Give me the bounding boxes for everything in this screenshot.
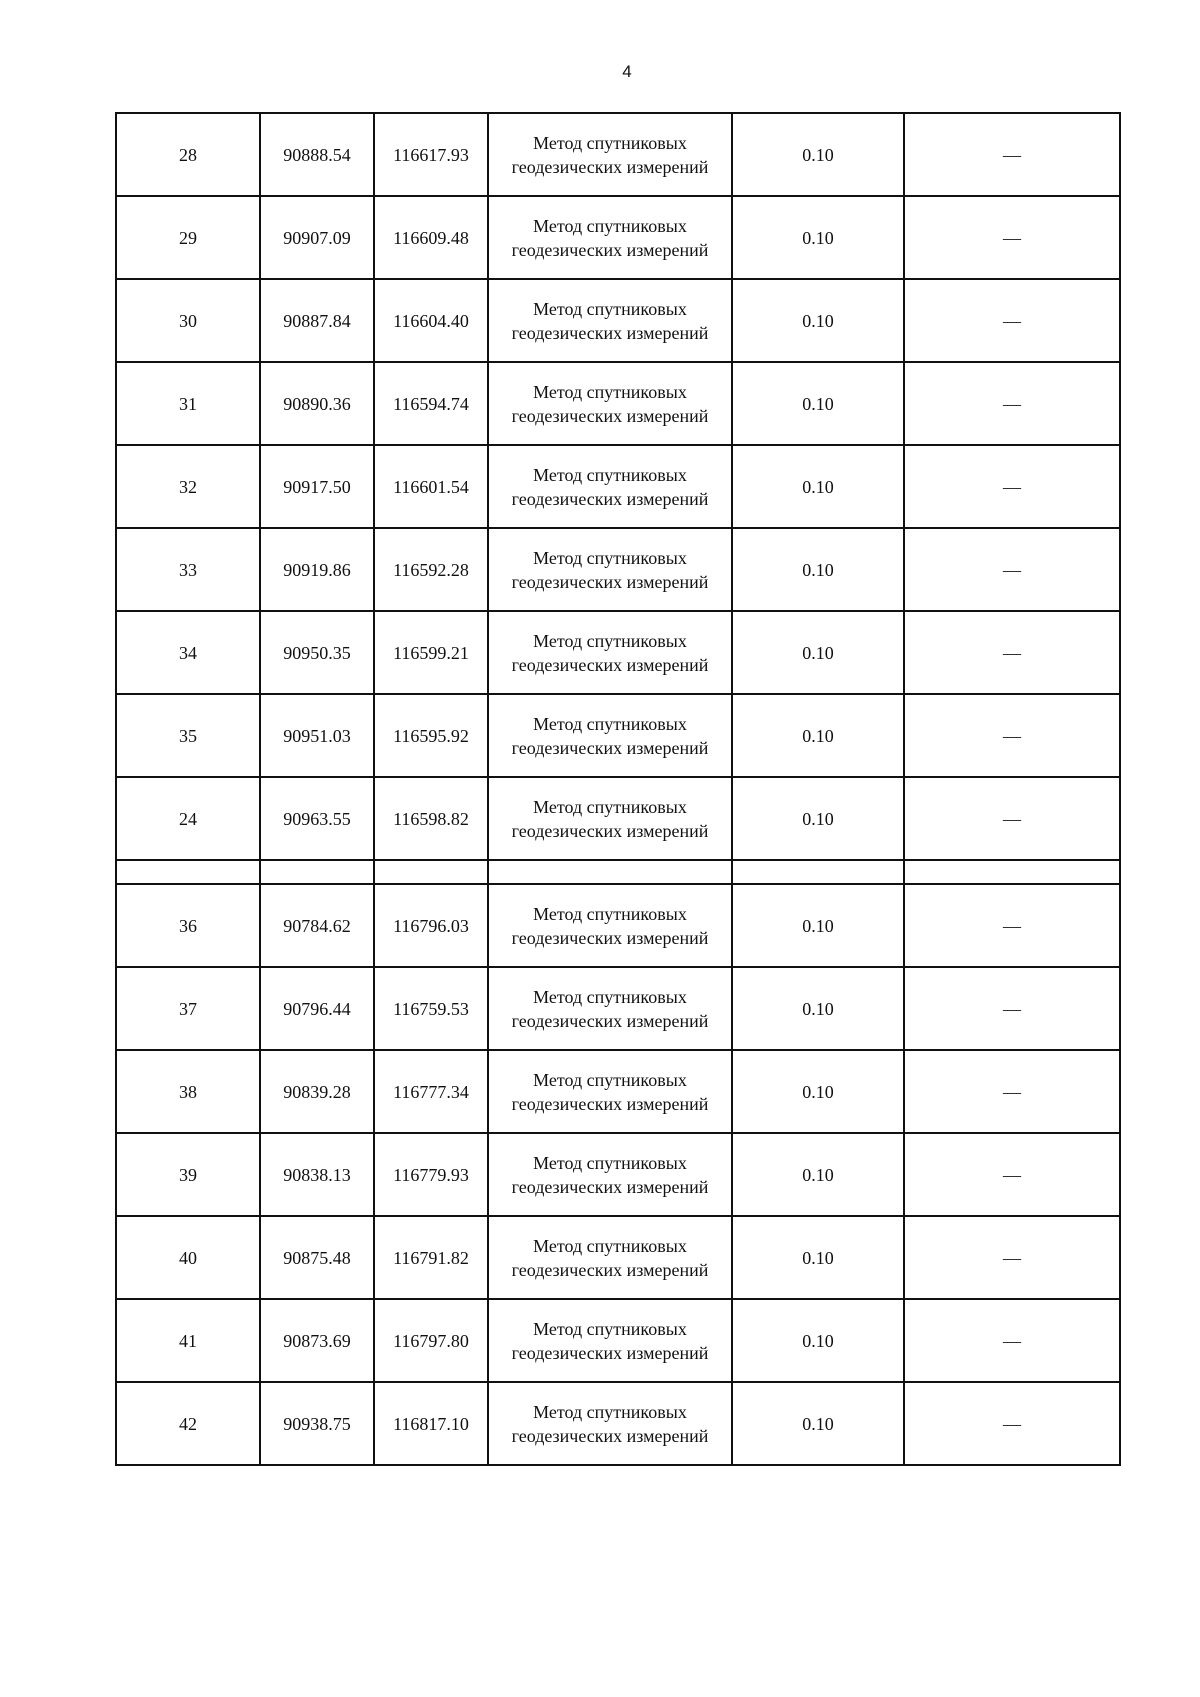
empty-cell <box>116 860 260 884</box>
accuracy-cell: 0.10 <box>732 777 904 860</box>
table-row <box>116 362 1120 445</box>
accuracy-cell: 0.10 <box>732 1382 904 1465</box>
method-line-2: геодезических измерений <box>511 1425 709 1446</box>
page-number: 4 <box>622 62 632 81</box>
note-cell: — <box>904 1382 1120 1465</box>
table-row <box>116 1133 1120 1216</box>
coordinates-table <box>115 112 1121 1466</box>
x-coordinate-cell: 90917.50 <box>260 445 374 528</box>
point-number-cell: 40 <box>116 1216 260 1299</box>
y-coordinate-cell: 116817.10 <box>374 1382 488 1465</box>
table-row <box>116 1216 1120 1299</box>
accuracy-cell: 0.10 <box>732 279 904 362</box>
note-cell: — <box>904 1216 1120 1299</box>
table-row <box>116 611 1120 694</box>
x-coordinate-cell: 90963.55 <box>260 777 374 860</box>
point-number-cell: 35 <box>116 694 260 777</box>
table-row <box>116 113 1120 196</box>
table-row <box>116 777 1120 860</box>
method-cell <box>488 777 732 860</box>
method-line-2: геодезических измерений <box>511 488 709 509</box>
y-coordinate-cell: 116759.53 <box>374 967 488 1050</box>
method-line-2: геодезических измерений <box>511 1093 709 1114</box>
y-coordinate-cell: 116777.34 <box>374 1050 488 1133</box>
method-line-1: Метод спутниковых <box>533 1152 687 1173</box>
note-cell: — <box>904 362 1120 445</box>
y-coordinate-cell: 116797.80 <box>374 1299 488 1382</box>
empty-cell <box>904 860 1120 884</box>
x-coordinate-cell: 90887.84 <box>260 279 374 362</box>
point-number-cell: 37 <box>116 967 260 1050</box>
table-row <box>116 694 1120 777</box>
table-row <box>116 967 1120 1050</box>
method-line-2: геодезических измерений <box>511 654 709 675</box>
y-coordinate-cell: 116598.82 <box>374 777 488 860</box>
empty-cell <box>374 860 488 884</box>
method-line-2: геодезических измерений <box>511 1342 709 1363</box>
note-cell: — <box>904 528 1120 611</box>
x-coordinate-cell: 90888.54 <box>260 113 374 196</box>
method-line-2: геодезических измерений <box>511 239 709 260</box>
method-cell <box>488 611 732 694</box>
method-line-1: Метод спутниковых <box>533 547 687 568</box>
point-number-cell: 24 <box>116 777 260 860</box>
table-row <box>116 279 1120 362</box>
method-line-2: геодезических измерений <box>511 571 709 592</box>
empty-cell <box>488 860 732 884</box>
x-coordinate-cell: 90890.36 <box>260 362 374 445</box>
note-cell: — <box>904 611 1120 694</box>
method-cell <box>488 528 732 611</box>
y-coordinate-cell: 116617.93 <box>374 113 488 196</box>
note-cell: — <box>904 1299 1120 1382</box>
method-line-2: геодезических измерений <box>511 405 709 426</box>
point-number-cell: 42 <box>116 1382 260 1465</box>
x-coordinate-cell: 90919.86 <box>260 528 374 611</box>
y-coordinate-cell: 116594.74 <box>374 362 488 445</box>
method-cell <box>488 445 732 528</box>
accuracy-cell: 0.10 <box>732 694 904 777</box>
accuracy-cell: 0.10 <box>732 1133 904 1216</box>
x-coordinate-cell: 90951.03 <box>260 694 374 777</box>
method-line-1: Метод спутниковых <box>533 796 687 817</box>
method-line-1: Метод спутниковых <box>533 1401 687 1422</box>
point-number-cell: 34 <box>116 611 260 694</box>
point-number-cell: 41 <box>116 1299 260 1382</box>
method-cell <box>488 967 732 1050</box>
note-cell: — <box>904 445 1120 528</box>
accuracy-cell: 0.10 <box>732 113 904 196</box>
x-coordinate-cell: 90875.48 <box>260 1216 374 1299</box>
x-coordinate-cell: 90938.75 <box>260 1382 374 1465</box>
x-coordinate-cell: 90873.69 <box>260 1299 374 1382</box>
point-number-cell: 38 <box>116 1050 260 1133</box>
method-line-1: Метод спутниковых <box>533 132 687 153</box>
method-line-1: Метод спутниковых <box>533 215 687 236</box>
accuracy-cell: 0.10 <box>732 967 904 1050</box>
y-coordinate-cell: 116604.40 <box>374 279 488 362</box>
accuracy-cell: 0.10 <box>732 362 904 445</box>
method-line-2: геодезических измерений <box>511 322 709 343</box>
method-line-2: геодезических измерений <box>511 1010 709 1031</box>
table-row <box>116 528 1120 611</box>
accuracy-cell: 0.10 <box>732 445 904 528</box>
note-cell: — <box>904 1050 1120 1133</box>
method-line-2: геодезических измерений <box>511 927 709 948</box>
accuracy-cell: 0.10 <box>732 1299 904 1382</box>
method-line-2: геодезических измерений <box>511 820 709 841</box>
x-coordinate-cell: 90950.35 <box>260 611 374 694</box>
x-coordinate-cell: 90784.62 <box>260 884 374 967</box>
x-coordinate-cell: 90796.44 <box>260 967 374 1050</box>
x-coordinate-cell: 90838.13 <box>260 1133 374 1216</box>
accuracy-cell: 0.10 <box>732 611 904 694</box>
method-cell <box>488 884 732 967</box>
method-cell <box>488 1133 732 1216</box>
coordinates-table-body <box>116 113 1120 1465</box>
note-cell: — <box>904 279 1120 362</box>
y-coordinate-cell: 116592.28 <box>374 528 488 611</box>
accuracy-cell: 0.10 <box>732 196 904 279</box>
note-cell: — <box>904 967 1120 1050</box>
note-cell: — <box>904 1133 1120 1216</box>
y-coordinate-cell: 116595.92 <box>374 694 488 777</box>
point-number-cell: 33 <box>116 528 260 611</box>
method-cell <box>488 1050 732 1133</box>
table-row <box>116 196 1120 279</box>
table-row <box>116 1382 1120 1465</box>
method-cell <box>488 196 732 279</box>
method-line-1: Метод спутниковых <box>533 298 687 319</box>
method-cell <box>488 1382 732 1465</box>
y-coordinate-cell: 116599.21 <box>374 611 488 694</box>
method-line-1: Метод спутниковых <box>533 630 687 651</box>
empty-cell <box>260 860 374 884</box>
method-line-1: Метод спутниковых <box>533 903 687 924</box>
y-coordinate-cell: 116779.93 <box>374 1133 488 1216</box>
x-coordinate-cell: 90907.09 <box>260 196 374 279</box>
table-row <box>116 445 1120 528</box>
method-line-1: Метод спутниковых <box>533 986 687 1007</box>
y-coordinate-cell: 116609.48 <box>374 196 488 279</box>
note-cell: — <box>904 777 1120 860</box>
y-coordinate-cell: 116601.54 <box>374 445 488 528</box>
empty-cell <box>732 860 904 884</box>
method-line-1: Метод спутниковых <box>533 1069 687 1090</box>
method-line-2: геодезических измерений <box>511 737 709 758</box>
y-coordinate-cell: 116796.03 <box>374 884 488 967</box>
method-cell <box>488 1299 732 1382</box>
method-cell <box>488 694 732 777</box>
point-number-cell: 30 <box>116 279 260 362</box>
point-number-cell: 39 <box>116 1133 260 1216</box>
method-cell <box>488 1216 732 1299</box>
point-number-cell: 32 <box>116 445 260 528</box>
empty-separator-row <box>116 860 1120 884</box>
point-number-cell: 36 <box>116 884 260 967</box>
note-cell: — <box>904 884 1120 967</box>
method-line-1: Метод спутниковых <box>533 381 687 402</box>
method-line-1: Метод спутниковых <box>533 1318 687 1339</box>
accuracy-cell: 0.10 <box>732 884 904 967</box>
point-number-cell: 28 <box>116 113 260 196</box>
method-line-1: Метод спутниковых <box>533 1235 687 1256</box>
note-cell: — <box>904 694 1120 777</box>
y-coordinate-cell: 116791.82 <box>374 1216 488 1299</box>
method-cell <box>488 362 732 445</box>
method-line-2: геодезических измерений <box>511 1259 709 1280</box>
method-cell <box>488 113 732 196</box>
method-line-1: Метод спутниковых <box>533 464 687 485</box>
method-line-2: геодезических измерений <box>511 1176 709 1197</box>
note-cell: — <box>904 113 1120 196</box>
accuracy-cell: 0.10 <box>732 1216 904 1299</box>
table-row <box>116 1050 1120 1133</box>
note-cell: — <box>904 196 1120 279</box>
accuracy-cell: 0.10 <box>732 1050 904 1133</box>
table-row <box>116 884 1120 967</box>
x-coordinate-cell: 90839.28 <box>260 1050 374 1133</box>
method-line-2: геодезических измерений <box>511 156 709 177</box>
accuracy-cell: 0.10 <box>732 528 904 611</box>
method-cell <box>488 279 732 362</box>
point-number-cell: 31 <box>116 362 260 445</box>
method-line-1: Метод спутниковых <box>533 713 687 734</box>
table-row <box>116 1299 1120 1382</box>
point-number-cell: 29 <box>116 196 260 279</box>
